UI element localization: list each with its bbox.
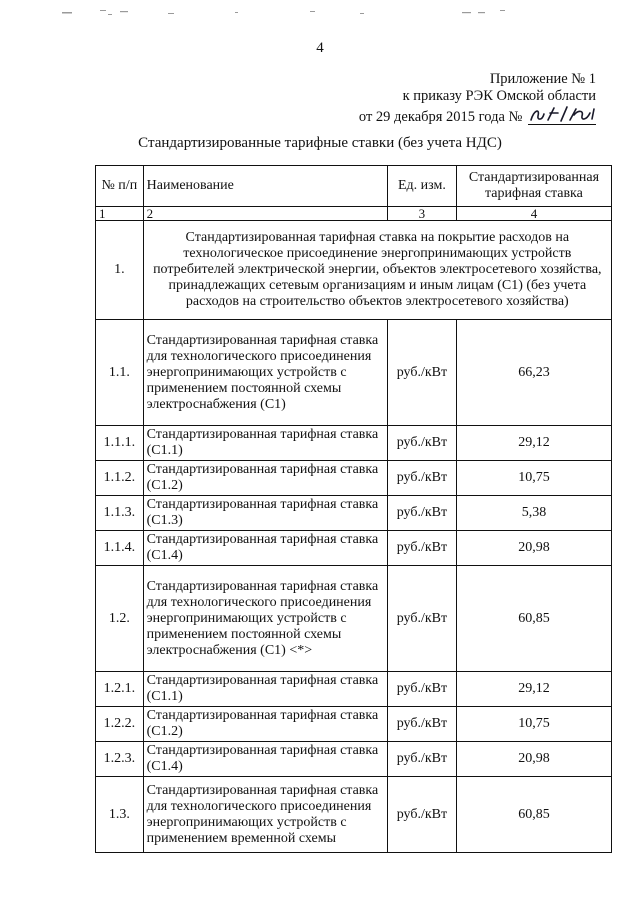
row-rate: 20,98 (456, 742, 611, 777)
row-unit: руб./кВт (387, 496, 456, 531)
row-unit: руб./кВт (387, 426, 456, 461)
row-unit: руб./кВт (387, 461, 456, 496)
row-unit: руб./кВт (387, 777, 456, 853)
table-row (96, 742, 612, 777)
row-unit: руб./кВт (387, 531, 456, 566)
appendix-line-1: Приложение № 1 (489, 71, 596, 87)
row-rate: 66,23 (456, 320, 611, 426)
table-row (96, 566, 612, 672)
column-index-row (96, 207, 612, 221)
appendix-line-3 (276, 104, 596, 126)
row-rate: 10,75 (456, 461, 611, 496)
table-row (96, 320, 612, 426)
header-name: Наименование (143, 166, 387, 207)
table-row (96, 777, 612, 853)
table-row (96, 496, 612, 531)
row-rate: 60,85 (456, 777, 611, 853)
row-number: 1.1.1. (96, 426, 144, 461)
table-row (96, 707, 612, 742)
row-name: Стандартизированная тарифная ставка (С1.4) (143, 742, 387, 777)
index-cell: 3 (387, 207, 456, 221)
row-number: 1.2.2. (96, 707, 144, 742)
row-unit: руб./кВт (387, 742, 456, 777)
row-name: Стандартизированная тарифная ставка для технологического присоединения энергопринимающих устройств с применением постоянной схемы электроснабжения (С1) <*> (143, 566, 387, 672)
row-rate: 29,12 (456, 426, 611, 461)
row-unit: руб./кВт (387, 320, 456, 426)
row-unit: руб./кВт (387, 672, 456, 707)
scan-artifacts (60, 6, 520, 20)
row-name: Стандартизированная тарифная ставка (С1.4) (143, 531, 387, 566)
section-number: 1. (96, 221, 144, 320)
row-name: Стандартизированная тарифная ставка (С1.2) (143, 707, 387, 742)
header-unit: Ед. изм. (387, 166, 456, 207)
section-row (96, 221, 612, 320)
table-row (96, 426, 612, 461)
row-name: Стандартизированная тарифная ставка (С1.2) (143, 461, 387, 496)
page-number: 4 (316, 40, 324, 56)
row-number: 1.1.3. (96, 496, 144, 531)
row-rate: 20,98 (456, 531, 611, 566)
row-number: 1.1.2. (96, 461, 144, 496)
table-row (96, 672, 612, 707)
row-name: Стандартизированная тарифная ставка (С1.1) (143, 672, 387, 707)
document-title: Стандартизированные тарифные ставки (без учета НДС) (138, 135, 502, 151)
section-description: Стандартизированная тарифная ставка на покрытие расходов на технологическое присоединение энергопринимающих устройств потребителей электрической энергии, объектов электросетевого хозяйства, принадлежащих сетевым организациям и иным лицам (С1) (без учета расходов на строительство объектов электросетевого хозяйства) (143, 221, 611, 320)
index-cell: 2 (143, 207, 387, 221)
row-number: 1.2.3. (96, 742, 144, 777)
row-number: 1.1.4. (96, 531, 144, 566)
row-rate: 5,38 (456, 496, 611, 531)
row-name: Стандартизированная тарифная ставка (С1.3) (143, 496, 387, 531)
handwritten-order-number (528, 104, 596, 125)
row-rate: 10,75 (456, 707, 611, 742)
row-name: Стандартизированная тарифная ставка для технологического присоединения энергопринимающих устройств с применением временной схемы (143, 777, 387, 853)
table-row (96, 531, 612, 566)
table-row (96, 461, 612, 496)
appendix-header (276, 71, 596, 126)
row-name: Стандартизированная тарифная ставка (С1.1) (143, 426, 387, 461)
table-header-row (96, 166, 612, 207)
row-unit: руб./кВт (387, 566, 456, 672)
appendix-line-2: к приказу РЭК Омской области (402, 87, 596, 104)
row-number: 1.3. (96, 777, 144, 853)
index-cell: 4 (456, 207, 611, 221)
row-rate: 29,12 (456, 672, 611, 707)
row-name: Стандартизированная тарифная ставка для технологического присоединения энергопринимающих устройств с применением постоянной схемы электроснабжения (С1) (143, 320, 387, 426)
index-cell: 1 (96, 207, 144, 221)
header-rate: Стандартизированная тарифная ставка (456, 166, 611, 207)
row-unit: руб./кВт (387, 707, 456, 742)
appendix-date: от 29 декабря 2015 года № (358, 109, 523, 125)
header-num: № п/п (96, 166, 144, 207)
row-number: 1.1. (96, 320, 144, 426)
row-rate: 60,85 (456, 566, 611, 672)
row-number: 1.2. (96, 566, 144, 672)
row-number: 1.2.1. (96, 672, 144, 707)
tariff-table (95, 165, 612, 853)
